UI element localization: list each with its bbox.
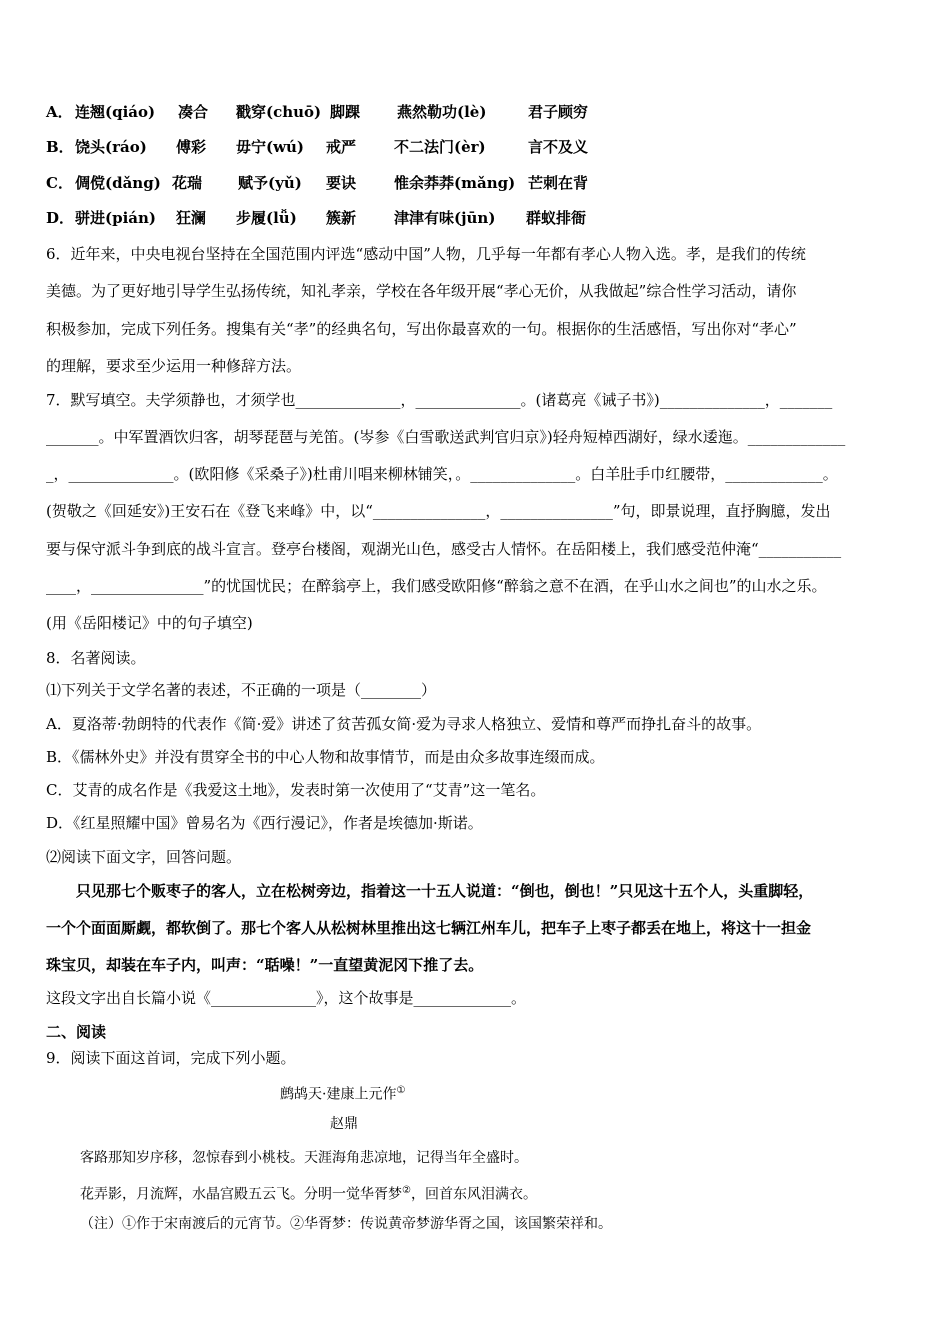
option-item: 脚踝	[330, 103, 361, 121]
option-item: 要诀	[326, 174, 357, 192]
option-item: 言不及义	[528, 138, 589, 156]
option-item: 骈进(pián)	[75, 209, 157, 227]
q8-sub1: ⑴下列关于文学名著的表述，不正确的一项是（________）	[46, 681, 437, 699]
q8-option-a: A．夏洛蒂·勃朗特的代表作《简·爱》讲述了贫苦孤女简·爱为寻求人格独立、爱情和尊严而挣扎奋斗的故事。	[46, 715, 762, 733]
q8-passage-line: 一个个面面厮觑，都软倒了。那七个客人从松树林里推出这七辆江州车儿，把车子上枣子都丢在地上，将这十一担金	[46, 919, 812, 937]
q7-line: 7．默写填空。夫学须静也，才须学也______________，______________。(诸葛亮《诫子书》)______________，_______	[46, 391, 833, 409]
poem-line-part: 花弄影，月流辉，水晶宫殿五云飞。分明一觉华胥梦	[80, 1186, 402, 1203]
q6-line: 美德。为了更好地引导学生弘扬传统，知礼孝亲，学校在各年级开展“孝心无价，从我做起”综合性学习活动，请你	[46, 282, 797, 300]
q9-intro: 9．阅读下面这首词，完成下列小题。	[46, 1049, 296, 1067]
q8-title: 8．名著阅读。	[46, 649, 146, 667]
q7-line: 要与保守派斗争到底的战斗宣言。登亭台楼阁，观湖光山色，感受古人情怀。在岳阳楼上，我们感受范仲淹“___________	[46, 540, 842, 558]
footnote-marker: ②	[402, 1185, 411, 1196]
option-item: 不二法门(èr)	[394, 138, 486, 156]
option-item: 倜傥(dǎng)	[75, 174, 161, 192]
option-item: 步履(lǚ)	[236, 209, 297, 227]
q8-option-b: B．《儒林外史》并没有贯穿全书的中心人物和故事情节，而是由众多故事连缀而成。	[46, 748, 605, 766]
q8-passage-line: 珠宝贝，却装在车子内，叫声：“聒噪！”一直望黄泥冈下推了去。	[46, 956, 484, 974]
option-item: 戒严	[326, 138, 357, 156]
poem-author: 赵鼎	[330, 1116, 358, 1132]
option-letter: B．	[46, 138, 74, 156]
option-item: 傅彩	[176, 138, 207, 156]
option-letter: C．	[46, 174, 73, 192]
poem-line	[80, 1181, 537, 1205]
q7-line: _，______________。(欧阳修《采桑子》)杜甫川唱来柳林铺笑，。______________。白羊肚手巾红腰带，_____________。	[46, 465, 838, 483]
option-item: 燕然勒功(lè)	[397, 103, 487, 121]
option-item: 君子顾穷	[528, 103, 589, 121]
q8-option-d: D．《红星照耀中国》曾易名为《西行漫记》，作者是埃德加·斯诺。	[46, 814, 483, 832]
option-letter: A．	[46, 103, 73, 121]
option-item: 凑合	[178, 103, 209, 121]
q8-sub2: ⑵阅读下面文字，回答问题。	[46, 848, 242, 866]
poem-title	[280, 1081, 405, 1105]
section-heading: 二、阅读	[46, 1023, 107, 1041]
q7-line: (贺敬之《回延安》)王安石在《登飞来峰》中，以“_______________，_______________”句，即景说理，直抒胸臆，发出	[46, 502, 831, 520]
option-item: 狂澜	[176, 209, 207, 227]
q6-line: 6．近年来，中央电视台坚持在全国范围内评选“感动中国”人物，几乎每一年都有孝心人物入选。孝，是我们的传统	[46, 245, 806, 263]
option-item: 花瑞	[172, 174, 203, 192]
poem-line-part: ，回首东风泪满衣。	[410, 1186, 537, 1203]
option-item: 群蚁排衙	[526, 209, 587, 227]
option-item: 芒刺在背	[528, 174, 589, 192]
q7-line: _______。中军置酒饮归客，胡琴琵琶与羌笛。(岑参《白雪歌送武判官归京》)轻舟短棹西湖好，绿水逶迤。_____________	[46, 428, 846, 446]
q8-question: 这段文字出自长篇小说《______________》，这个故事是_____________。	[46, 989, 527, 1007]
poem-line: 客路那知岁序移，忽惊春到小桃枝。天涯海角悲凉地，记得当年全盛时。	[80, 1150, 528, 1166]
q7-line: (用《岳阳楼记》中的句子填空)	[46, 614, 253, 632]
poem-note: （注）①作于宋南渡后的元宵节。②华胥梦：传说黄帝梦游华胥之国，该国繁荣祥和。	[80, 1216, 612, 1232]
option-item: 惟余莽莽(mǎng)	[394, 174, 516, 192]
footnote-marker: ①	[396, 1085, 406, 1096]
option-item: 赋予(yǔ)	[238, 174, 302, 192]
option-item: 簇新	[326, 209, 357, 227]
poem-title-text: 鹧鸪天·建康上元作	[280, 1086, 397, 1103]
q8-passage-line: 只见那七个贩枣子的客人，立在松树旁边，指着这一十五人说道：“倒也，倒也！”只见这十五个人，头重脚轻，	[76, 882, 814, 900]
option-item: 毋宁(wú)	[236, 138, 305, 156]
option-item: 饶头(ráo)	[75, 138, 147, 156]
option-item: 津津有味(jūn)	[394, 209, 496, 227]
q8-option-c: C．艾青的成名作是《我爱这土地》，发表时第一次使用了“艾青”这一笔名。	[46, 781, 546, 799]
option-letter: D．	[46, 209, 75, 227]
q7-line: ____，_______________”的忧国忧民；在醉翁亭上，我们感受欧阳修“醉翁之意不在酒，在乎山水之间也”的山水之乐。	[46, 577, 827, 595]
q6-line: 积极参加，完成下列任务。搜集有关“孝”的经典名句，写出你最喜欢的一句。根据你的生活感悟，写出你对“孝心”	[46, 320, 797, 338]
option-item: 戳穿(chuō)	[236, 103, 322, 121]
q6-line: 的理解，要求至少运用一种修辞方法。	[46, 357, 302, 375]
option-item: 连翘(qiáo)	[75, 103, 156, 121]
